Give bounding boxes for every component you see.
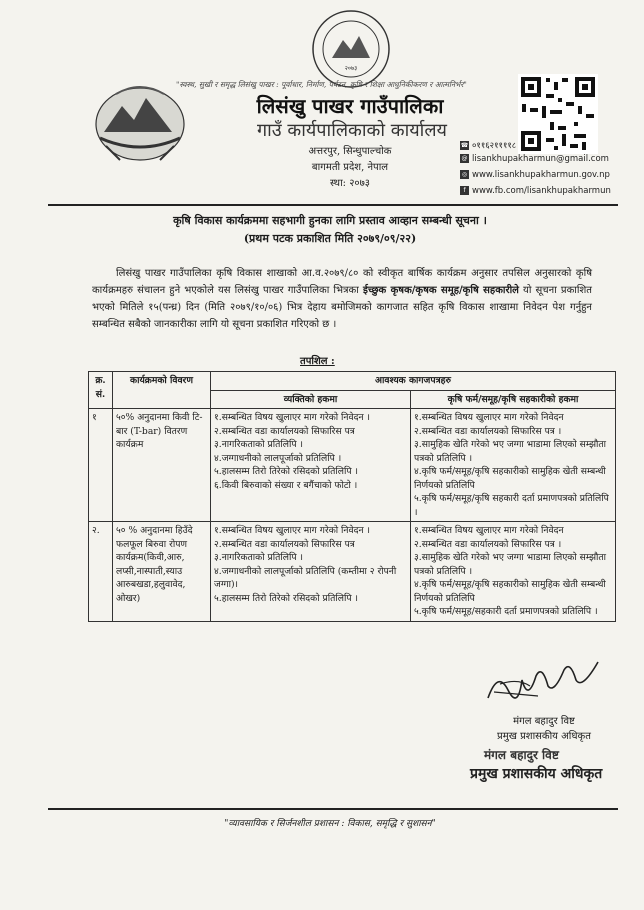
header-divider <box>48 204 618 206</box>
list-item: २.सम्बन्धित वडा कार्यालयको सिफारिस पत्र <box>214 425 355 437</box>
list-item: ४.जग्गाधनीको लालपूर्जाको प्रतिलिपि (कम्तीमा २ रोपनी जग्गा)। <box>214 565 397 590</box>
list-item: २.सम्बन्धित वडा कार्यालयको सिफारिस पत्र । <box>414 425 562 437</box>
row-group-docs <box>411 409 616 522</box>
globe-icon: ◎ <box>461 171 468 178</box>
row-program: ५० % अनुदानमा हिउँदे फलफूल बिरुवा रोपण कार्यक्रम(किवी,आरु, लप्सी,नास्पाती,स्याउ आरुबखडा,हलुवावेद, ओखर) <box>113 522 211 622</box>
list-item: १.सम्बन्धित विषय खुलाएर माग गरेको निवेदन <box>414 412 564 423</box>
address-line-1: अत्तरपुर, सिन्धुपाल्चोक <box>308 146 392 157</box>
table-row <box>89 522 616 622</box>
signatory-designation: प्रमुख प्रशासकीय अधिकृत <box>497 731 591 742</box>
handwritten-signature <box>478 650 608 710</box>
facebook-icon: f <box>460 186 469 195</box>
notice-subtitle: (प्रथम पटक प्रकाशित मिति २०७९/०९/२२) <box>243 232 417 245</box>
organization-name: लिसंखु पाखर गाउँपालिका <box>256 94 444 118</box>
footer-divider <box>48 808 618 810</box>
row-program: ५०% अनुदानमा किवी टि-बार (T-bar) वितरण कार्यक्रम <box>113 409 211 522</box>
list-item: ३.नागरिकताको प्रतिलिपि । <box>214 439 303 450</box>
header-individual: व्यक्तिको हकमा <box>211 390 411 409</box>
list-item: ५.कृषि फर्म/समूह/सहकारी दर्ता प्रमाणपत्रको प्रतिलिपि । <box>414 606 598 617</box>
contact-phone: ☎ ०११६२११११८ <box>460 141 517 151</box>
list-item: १.सम्बन्धित विषय खुलाएर माग गरेको निवेदन । <box>214 412 371 423</box>
row-group-docs <box>411 522 616 622</box>
list-item: ४.कृषि फर्म/समूह/कृषि सहकारीको सामुहिक खेती सम्बन्धी निर्णयको प्रतिलिपि <box>414 466 606 491</box>
municipality-seal <box>310 8 392 90</box>
list-item: ३.सामुहिक खेति गरेको भए जग्गा भाडामा लिएको सम्झौता पत्रको प्रतिलिपि । <box>414 552 607 577</box>
header-program: कार्यक्रमको विवरण <box>113 372 211 409</box>
list-item: ४.कृषि फर्म/समूह/कृषि सहकारीको सामुहिक खेती सम्बन्धी निर्णयको प्रतिलिपि <box>414 579 606 604</box>
svg-text:२०७३: २०७३ <box>344 65 358 72</box>
header-documents: आवश्यक कागजपत्रहरु <box>211 372 616 391</box>
row-individual-docs <box>211 409 411 522</box>
list-item: २.सम्बन्धित वडा कार्यालयको सिफारिस पत्र । <box>414 538 562 550</box>
list-item: ५.कृषि फर्म/समूह/कृषि सहकारी दर्ता प्रमाणपत्रको प्रतिलिपि । <box>414 493 609 518</box>
contact-email[interactable]: @ lisankhupakharmun@gmail.com <box>461 154 609 164</box>
header-motto: "स्वस्थ, सुखी र समृद्ध लिसंखु पाखर : पूर्वाधार, निर्माण, पर्यटन, कृषि र शिक्षा आधुनिकीकरण र आत्मनिर्भर" <box>176 80 467 89</box>
list-item: ५.हालसम्म तिरो तिरेको रसिदको प्रतिलिपि । <box>214 592 358 604</box>
list-item: ४.जग्गाधनीको लालपूर्जाको प्रतिलिपि । <box>214 452 342 464</box>
contact-website[interactable]: ◎ www.lisankhupakharmun.gov.np <box>461 170 610 180</box>
signatory-name: मंगल बहादुर विष्ट <box>513 716 575 727</box>
stamp-name: मंगल बहादुर विष्ट <box>484 748 559 762</box>
header-sn: क्र. सं. <box>89 372 113 409</box>
email-icon: @ <box>461 155 468 162</box>
contact-facebook[interactable]: f www.fb.com/lisankhupakharmun <box>460 186 640 196</box>
footer-motto: "व्यावसायिक र सिर्जनशील प्रशासन : विकास, समृद्धि र सुशासन" <box>224 819 436 829</box>
list-item: १.सम्बन्धित विषय खुलाएर माग गरेको निवेदन । <box>214 525 371 536</box>
eligible-applicants: ईच्छुक कृषक/कृषक समूह/कृषि सहकारीले <box>362 285 519 296</box>
phone-icon: ☎ <box>460 142 469 149</box>
office-name: गाउँ कार्यपालिकाको कार्यालय <box>257 120 447 141</box>
table-header-row <box>89 372 616 391</box>
list-item: २.सम्बन्धित वडा कार्यालयको सिफारिस पत्र <box>214 538 355 550</box>
list-item: ३.सामुहिक खेति गरेको भए जग्गा भाडामा लिएको सम्झौता पत्रको प्रतिलिपि । <box>414 439 607 464</box>
established-year: स्था: २०७३ <box>329 178 371 189</box>
list-item: ६.किवी बिरुवाको संख्या र बगैंचाको फोटो । <box>214 479 358 491</box>
row-sn: १ <box>89 409 113 522</box>
list-item: १.सम्बन्धित विषय खुलाएर माग गरेको निवेदन <box>414 525 564 536</box>
nepal-emblem-icon <box>86 76 194 166</box>
row-sn: २. <box>89 522 113 622</box>
table-row <box>89 409 616 522</box>
notice-body: लिसंखु पाखर गाउँपालिका कृषि विकास शाखाको आ.व.२०७९/८० को स्वीकृत बार्षिक कार्यक्रम अनुसार तपसिल अनुसारको कृषि कार्यक्रमहरु संचालन हुने भएकोले यस लिसंखु पाखर गाउँपालिका भित्रका ईच्छुक कृषक/कृषक समूह/कृषि सहकारीले यो सूचना प्रकाशित भएको मितिले १५(पन्ध्र) दिन (मिति २०७९/१०/०६) भित्र देहाय बमोजिमको कागजात सहित कृषि विकास शाखामा निवेदन पेश गर्नुहुन सम्बन्धित सबैको जानकारीका लागि यो सूचना प्रकाशित गरिएको छ । <box>92 268 592 330</box>
requirements-table <box>88 371 616 622</box>
list-item: ३.नागरिकताको प्रतिलिपि । <box>214 552 303 563</box>
stamp-designation: प्रमुख प्रशासकीय अधिकृत <box>470 766 603 782</box>
address-line-2: बागमती प्रदेश, नेपाल <box>311 162 389 173</box>
list-item: ५.हालसम्म तिरो तिरेको रसिदको प्रतिलिपि । <box>214 466 358 477</box>
notice-title: कृषि विकास कार्यक्रममा सहभागी हुनका लागि प्रस्ताव आव्हान सम्बन्धी सूचना । <box>173 214 487 227</box>
header-group: कृषि फर्म/समूह/कृषि सहकारीको हकमा <box>411 390 616 409</box>
row-individual-docs <box>211 522 411 622</box>
details-label: तपशिल : <box>300 356 335 367</box>
